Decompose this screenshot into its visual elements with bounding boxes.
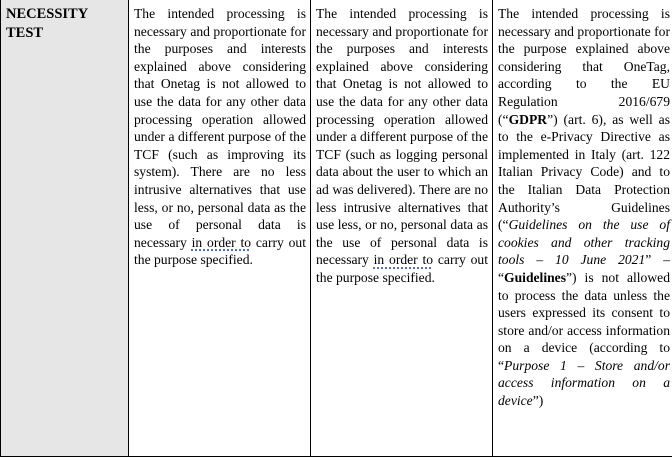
column-1-end: carry out the purpose specified. <box>134 234 306 268</box>
column-1-text <box>134 5 306 269</box>
column-3-part-1: The intended processing is necessary and proportionate for the purpose explained above considering that OneTag, according to the EU Regulation 2016/679 (“ <box>498 6 670 127</box>
purpose-column-1-cell <box>129 0 311 457</box>
column-3-text <box>498 5 670 410</box>
table-row <box>1 0 672 457</box>
purpose-1-title: Purpose 1 – Store and/or access information on a device <box>498 357 670 409</box>
column-2-underlined-phrase: in order to <box>373 252 434 268</box>
row-label: NECESSITY TEST <box>6 6 88 41</box>
column-3-part-4: ”) is not allowed to process the data unless the users expressed its consent to store and/or access information on a device (according to “ <box>498 269 670 373</box>
gdpr-term: GDPR <box>508 111 548 127</box>
guidelines-term: Guidelines <box>504 269 566 285</box>
column-3-part-3: ” – “ <box>498 252 670 285</box>
column-2-text <box>316 5 488 287</box>
purpose-column-3-cell <box>493 0 672 457</box>
column-3-part-2: ”) (art. 6), as well as to the e-Privacy Directive as implemented in Italy (art. 122 Italian Privacy Code) and to the Italian Data Protection Authority’s Guidelines (“ <box>498 111 670 233</box>
column-1-body: The intended processing is necessary and proportionate for the purposes and interests explained above considering that Onetag is not allowed to use the data for any other data processing operation allowed under a different purpose of the TCF (such as improving its system). There are no less intrusive alternatives that use less, or no, personal data as the use of personal data is necessary <box>134 6 306 250</box>
column-2-end: carry out the purpose specified. <box>316 252 488 285</box>
column-2-body: The intended processing is necessary and proportionate for the purposes and interests explained above considering that Onetag is not allowed to use the data for any other data processing operation allowed under a different purpose of the TCF (such as logging personal data about the user to which an ad was delivered). There are no less intrusive alternatives that use less, or no, personal data as the use of personal data is necessary <box>316 6 488 268</box>
column-1-underlined-phrase: in order to <box>191 234 252 250</box>
column-3-part-5: ”) <box>532 393 544 409</box>
row-label-cell <box>1 0 129 457</box>
purpose-column-2-cell <box>311 0 493 457</box>
guidelines-title: Guidelines on the use of cookies and other tracking tools – 10 June 2021 <box>498 217 670 268</box>
